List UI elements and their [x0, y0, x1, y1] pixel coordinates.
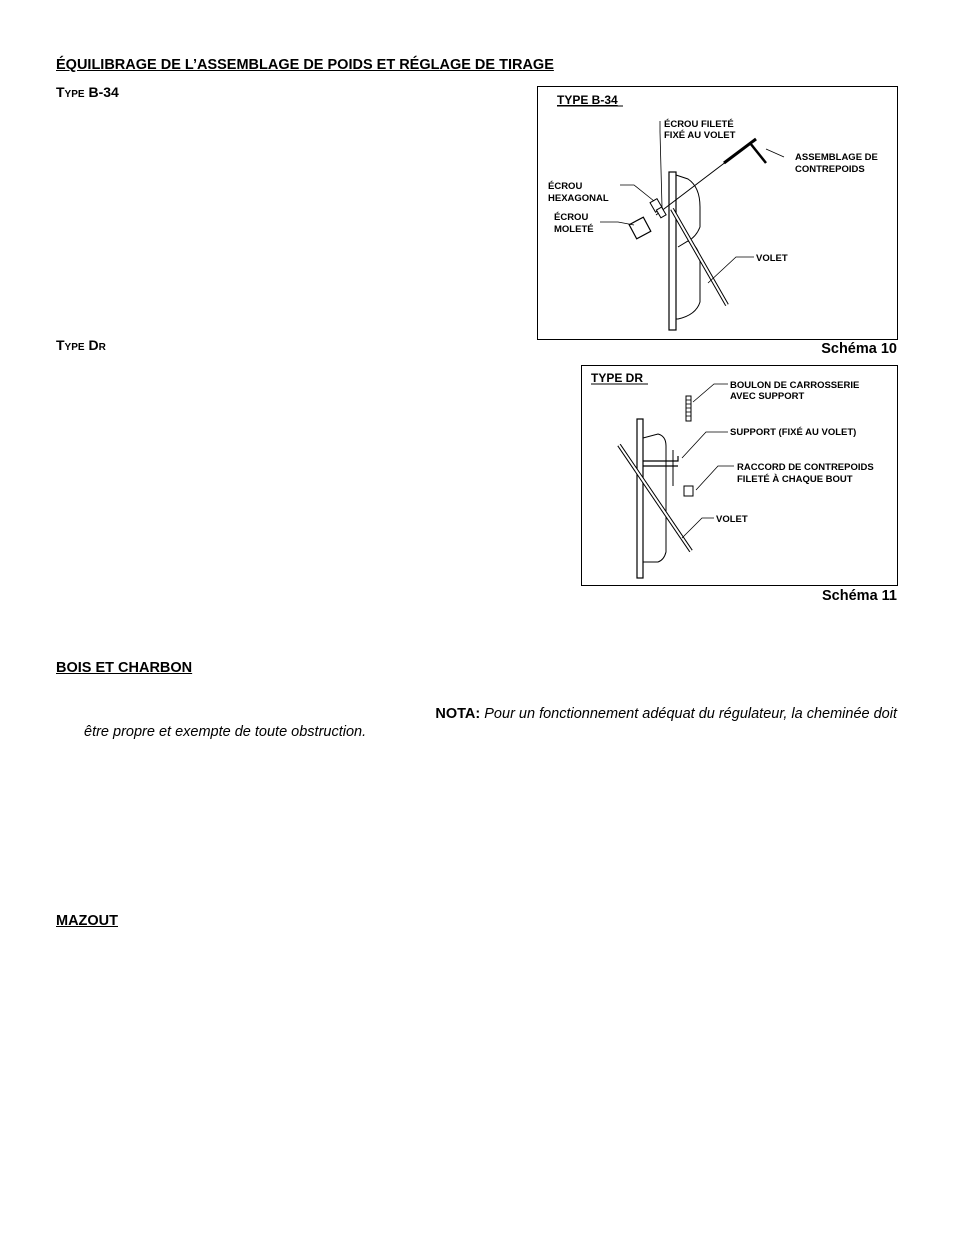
nota-text-line-1: Pour un fonctionnement adéquat du régulateur, la cheminée doit: [484, 706, 897, 722]
counterweight-rod-highlight: [726, 143, 754, 165]
nota-text-line-2: être propre et exempte de toute obstruction.: [84, 724, 367, 740]
callout-boulon-1: BOULON DE CARROSSERIE: [730, 380, 860, 391]
dr-raccord-shape: [684, 486, 693, 496]
callout-molete-2: MOLETÉ: [554, 224, 594, 235]
schema-10-caption: Schéma 10: [821, 341, 897, 357]
callout-support: SUPPORT (FIXÉ AU VOLET): [730, 427, 857, 438]
schema-10-drawing: [538, 87, 896, 338]
type-b34-label-suffix: B-34: [88, 84, 119, 100]
type-dr-label-suffix: Dr: [88, 337, 106, 353]
counterweight-t-handle: [750, 143, 766, 163]
dr-leader-support: [682, 432, 728, 458]
callout-volet-b34: VOLET: [756, 253, 788, 264]
type-b34-label: [56, 84, 119, 100]
dr-duct-wall-plate: [637, 419, 643, 578]
callout-assemblage-2: CONTREPOIDS: [795, 164, 865, 175]
dr-leader-boulon: [693, 384, 728, 402]
callout-raccord-2: FILETÉ À CHAQUE BOUT: [737, 474, 853, 485]
schema-11-figure: [581, 365, 898, 586]
dr-leader-raccord: [696, 466, 734, 490]
schema-10-figure: [537, 86, 898, 340]
type-b34-label-prefix: Type: [56, 84, 85, 100]
nota-label: NOTA:: [435, 706, 481, 722]
callout-molete-1: ÉCROU: [554, 212, 589, 223]
dr-leader-volet: [682, 518, 714, 538]
leader-hexagonal: [620, 185, 654, 201]
callout-boulon-2: AVEC SUPPORT: [730, 391, 805, 402]
leader-volet: [708, 257, 754, 283]
schema-11-drawing: [582, 366, 896, 584]
callout-assemblage-1: ASSEMBLAGE DE: [795, 152, 878, 163]
schema-11-caption: Schéma 11: [822, 588, 897, 604]
schema-10-title: TYPE B-34: [557, 93, 618, 107]
schema-11-title: TYPE DR: [591, 371, 644, 385]
duct-wall-plate: [669, 172, 676, 330]
nota-line-1: [397, 705, 897, 723]
section-title-mazout: MAZOUT: [56, 913, 119, 929]
callout-ecrou-filete-1: ÉCROU FILETÉ: [664, 119, 734, 130]
leader-assemblage: [766, 149, 784, 157]
ecrou-molete-shape: [629, 217, 651, 239]
nota-line-2: [84, 723, 366, 741]
type-dr-label: [56, 337, 106, 353]
callout-raccord-1: RACCORD DE CONTREPOIDS: [737, 462, 874, 473]
callout-hexagonal-1: ÉCROU: [548, 181, 583, 192]
section-title-equilibrage: ÉQUILIBRAGE DE L’ASSEMBLAGE DE POIDS ET RÉGLAGE DE TIRAGE: [56, 57, 554, 73]
type-dr-label-prefix: Type: [56, 337, 85, 353]
callout-volet-dr: VOLET: [716, 514, 748, 525]
leader-ecrou-filete: [660, 121, 662, 207]
section-title-bois-charbon: BOIS ET CHARBON: [56, 660, 193, 676]
callout-hexagonal-2: HEXAGONAL: [548, 193, 609, 204]
callout-ecrou-filete-2: FIXÉ AU VOLET: [664, 130, 736, 141]
